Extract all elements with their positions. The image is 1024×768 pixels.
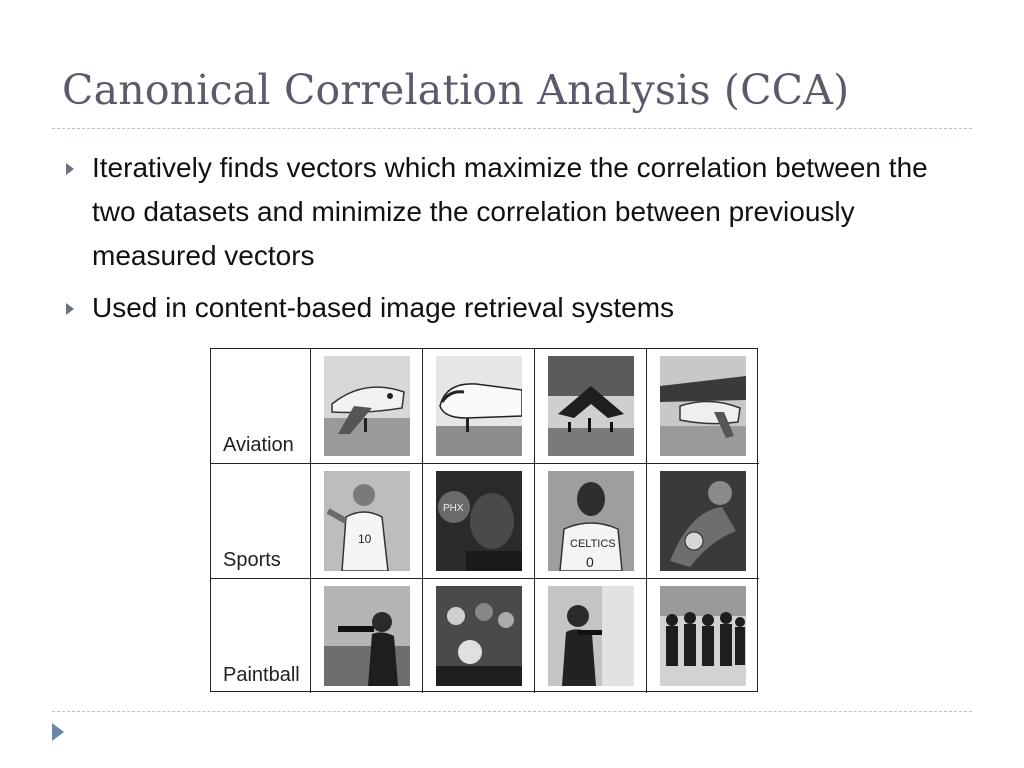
- aviation-image-4: [647, 349, 759, 464]
- airplane-photo-icon: [436, 356, 522, 456]
- paintball-team-photo-icon: [660, 586, 746, 686]
- bullet-item: [62, 146, 962, 278]
- basketball-player-photo-icon: [436, 471, 522, 571]
- bullet-list: [62, 146, 962, 338]
- paintball-player-photo-icon: [324, 586, 410, 686]
- basketball-action-photo-icon: [660, 471, 746, 571]
- basketball-player-photo-icon: [324, 471, 410, 571]
- aviation-image-3: [535, 349, 647, 464]
- airplane-photo-icon: [324, 356, 410, 456]
- paintball-image-3: [535, 579, 647, 693]
- slide-title: Canonical Correlation Analysis (CCA): [62, 66, 850, 114]
- title-divider: [52, 128, 972, 129]
- row-label-paintball: Paintball: [211, 579, 311, 693]
- next-slide-arrow-icon[interactable]: [52, 723, 64, 741]
- bullet-arrow-icon: [66, 163, 74, 175]
- sports-image-4: [647, 464, 759, 579]
- row-label-aviation: Aviation: [211, 349, 311, 464]
- paintball-image-2: [423, 579, 535, 693]
- bullet-text: Used in content-based image retrieval systems: [92, 292, 675, 323]
- paintball-crowd-photo-icon: [436, 586, 522, 686]
- paintball-image-4: [647, 579, 759, 693]
- basketball-player-photo-icon: [548, 471, 634, 571]
- row-label-sports: Sports: [211, 464, 311, 579]
- bullet-arrow-icon: [66, 303, 74, 315]
- svg-text:10: 10: [357, 532, 371, 546]
- airplane-photo-icon: [660, 356, 746, 456]
- paintball-image-1: [311, 579, 423, 693]
- bullet-item: [62, 286, 962, 330]
- svg-text:CELTICS: CELTICS: [569, 538, 616, 550]
- svg-text:PHX: PHX: [442, 503, 464, 514]
- svg-text:0: 0: [585, 554, 594, 570]
- paintball-player-photo-icon: [548, 586, 634, 686]
- footer-divider: [52, 711, 972, 712]
- aviation-image-2: [423, 349, 535, 464]
- aviation-image-1: [311, 349, 423, 464]
- sports-image-2: [423, 464, 535, 579]
- sports-image-3: [535, 464, 647, 579]
- sports-image-1: [311, 464, 423, 579]
- jet-fighter-photo-icon: [548, 356, 634, 456]
- bullet-text: Iteratively finds vectors which maximize the correlation between the two datasets and minimize the correlation between previously measured vectors: [92, 152, 928, 271]
- image-retrieval-figure: [210, 348, 758, 692]
